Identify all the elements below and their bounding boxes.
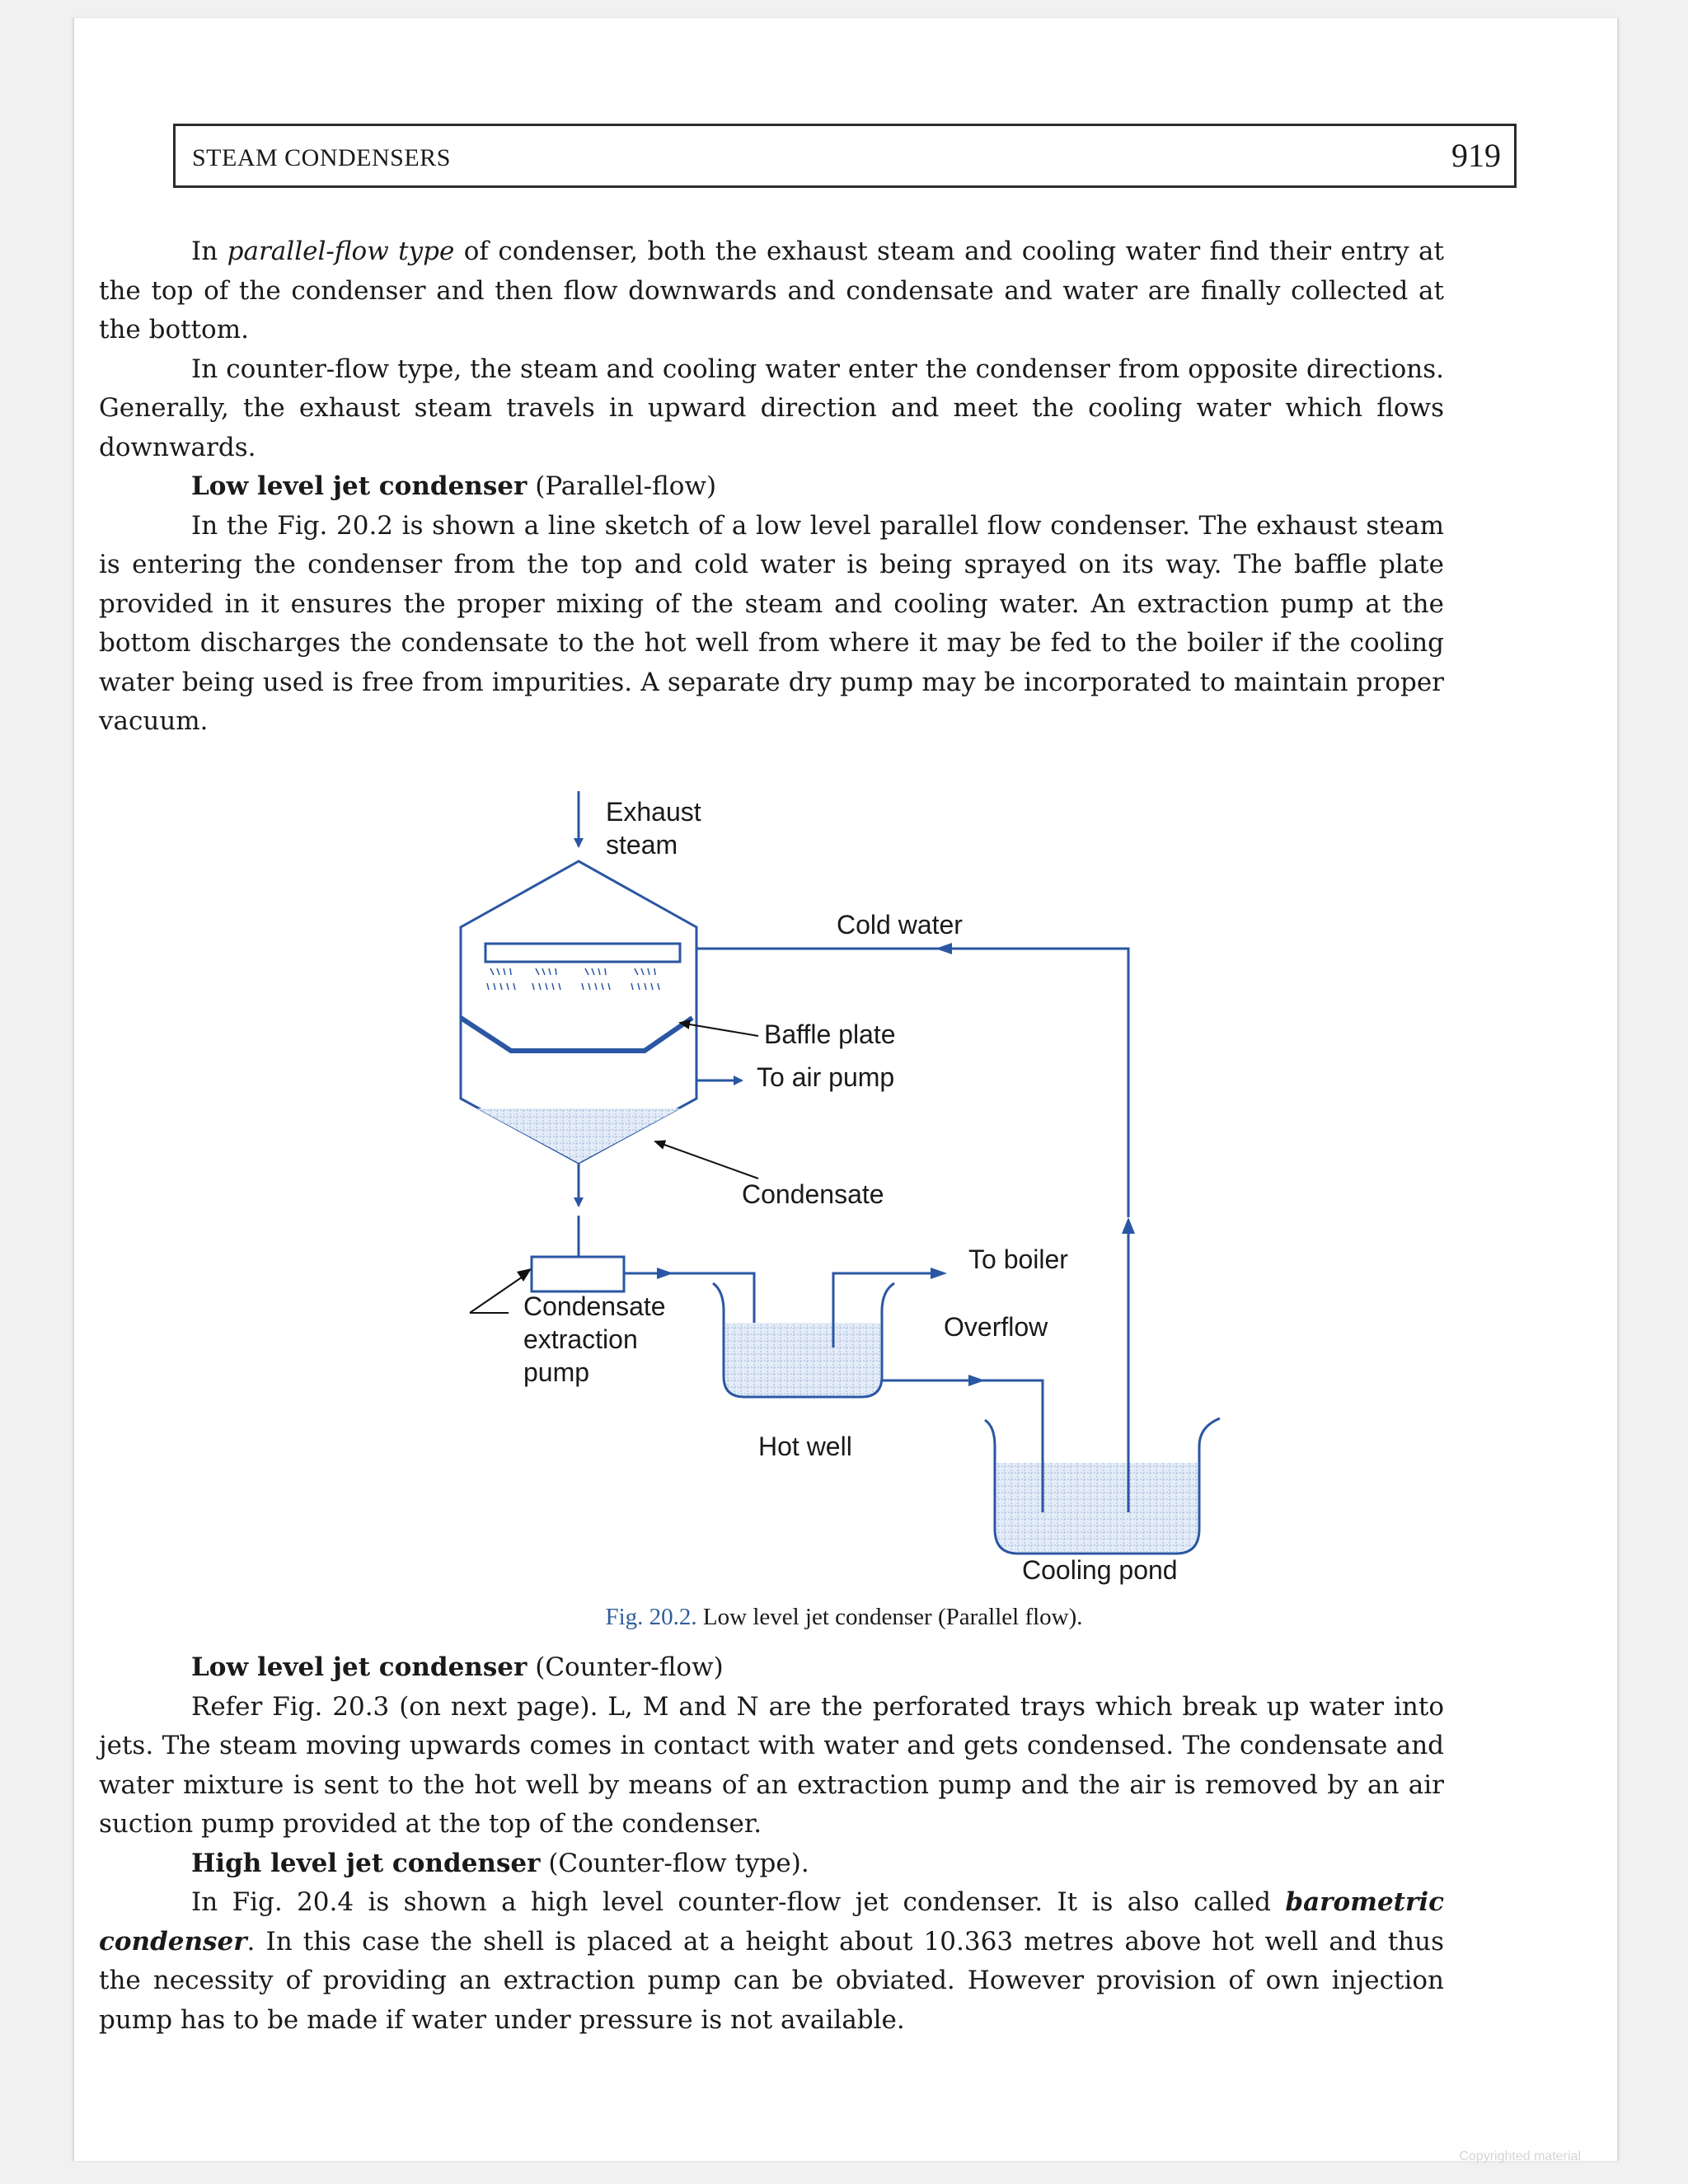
label-cep-3: pump	[523, 1357, 590, 1387]
spray-pipe	[485, 944, 680, 962]
figure-caption	[0, 1604, 1688, 1631]
heading-high-level: High level jet condenser (Counter-flow type).	[191, 1848, 809, 1878]
body-text-top	[99, 232, 1444, 742]
label-cooling-pond: Cooling pond	[1022, 1555, 1178, 1585]
paragraph-high-level: In Fig. 20.4 is shown a high level counter-flow jet condenser. It is also called barometric condenser. In this case the shell is placed at a height about 10.363 metres above hot well and thus the necessity of providing an extraction pump can be obviated. However provision of own injection pump has to be made if water under pressure is not available.	[99, 1887, 1444, 2035]
condensate-pool	[477, 1108, 680, 1163]
caption-text: Low level jet condenser (Parallel flow).	[702, 1604, 1083, 1630]
figure-20-2	[408, 771, 1315, 1585]
cold-water-up-arrow	[1122, 1217, 1135, 1234]
heading-low-level-parallel: Low level jet condenser (Parallel-flow)	[191, 471, 717, 501]
label-overflow: Overflow	[944, 1312, 1048, 1342]
condenser-diagram	[408, 771, 1315, 1578]
page-number: 919	[1451, 137, 1501, 174]
paragraph-parallel-flow: In parallel-flow type of condenser, both the exhaust steam and cooling water find their entry at the top of the condenser and then flow downwards and condensate and water are finally collected at the bottom.	[99, 237, 1444, 344]
paragraph-counter-flow: In counter-flow type, the steam and cooling water enter the condenser from opposite directions. Generally, the exhaust steam travels in upward direction and meet the cooling water which flows downwards.	[99, 354, 1444, 462]
emphasis-parallel-flow: parallel-flow type	[227, 237, 455, 266]
label-cold-water: Cold water	[837, 910, 963, 940]
cooling-pond-water	[996, 1463, 1198, 1552]
label-to-boiler: To boiler	[968, 1244, 1068, 1274]
condensate-pointer	[655, 1141, 758, 1179]
label-baffle-plate: Baffle plate	[764, 1019, 896, 1049]
hot-well-water	[725, 1323, 880, 1395]
caption-figure-number: Fig. 20.2.	[605, 1604, 697, 1630]
paragraph-low-level-counter: Refer Fig. 20.3 (on next page). L, M and N are the perforated trays which break up water into jets. The steam moving upwards comes in contact with water and gets condensed. The condensate and water mixture is sent to the hot well by means of an extraction pump and the air is removed by an air suction pump provided at the top of the condenser.	[99, 1691, 1444, 1839]
label-hot-well: Hot well	[758, 1432, 852, 1461]
cold-water-arrow	[935, 943, 952, 954]
chapter-title: STEAM CONDENSERS	[192, 144, 451, 171]
body-text-bottom	[99, 1648, 1444, 2040]
running-header	[173, 124, 1517, 188]
extraction-pump	[532, 1257, 624, 1291]
heading-low-level-counter: Low level jet condenser (Counter-flow)	[191, 1652, 724, 1682]
pump-pointer	[470, 1273, 528, 1313]
label-condensate: Condensate	[742, 1179, 884, 1209]
label-cep-1: Condensate	[523, 1291, 666, 1321]
label-to-air-pump: To air pump	[757, 1062, 895, 1092]
label-cep-2: extraction	[523, 1324, 638, 1354]
label-exhaust: Exhaust	[606, 797, 701, 827]
label-steam: steam	[606, 830, 678, 860]
paragraph-low-level-parallel: In the Fig. 20.2 is shown a line sketch of a low level parallel flow condenser. The exhaust steam is entering the condenser from the top and cold water is being sprayed on its way. The baffle plate provided in it ensures the proper mixing of the steam and cooling water. An extraction pump at the bottom discharges the condensate to the hot well from where it may be fed to the boiler if the cooling water being used is free from impurities. A separate dry pump may be incorporated to maintain proper vacuum.	[99, 510, 1444, 736]
copyright-watermark: Copyrighted material	[1459, 2149, 1581, 2163]
